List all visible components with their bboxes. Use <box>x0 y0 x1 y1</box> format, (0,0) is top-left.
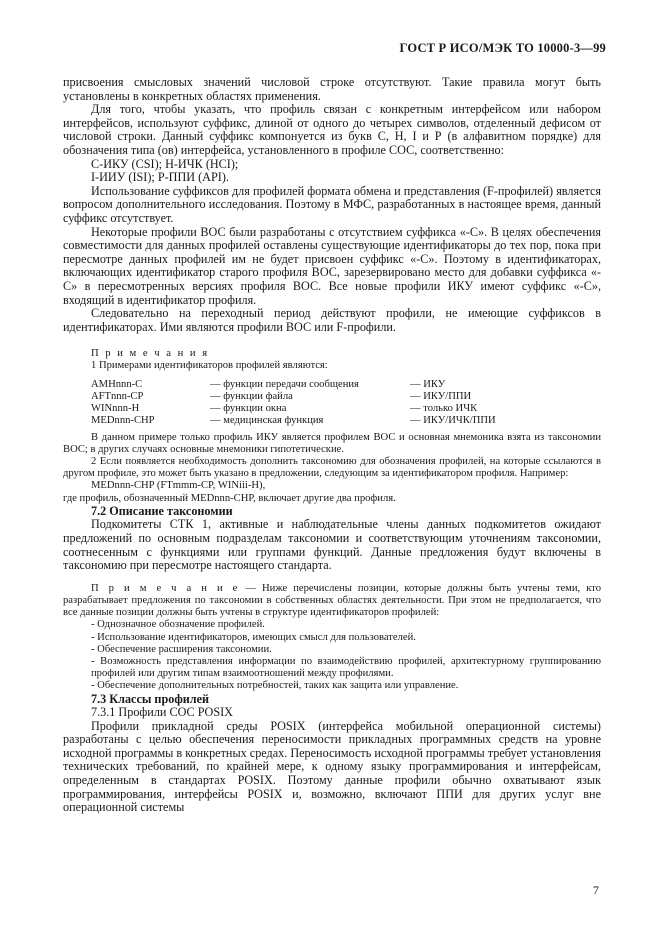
example-code: AFTnnn-CP <box>91 390 144 402</box>
example-code: MEDnnn-CHP <box>91 415 155 427</box>
notes-block <box>63 348 601 427</box>
positions-list <box>63 619 601 692</box>
example-interface-type: — ИКУ/ИЧК/ППИ <box>410 415 496 427</box>
list-item: - Использование идентификаторов, имеющих смысл для пользователей. <box>91 631 416 643</box>
example-interface-type: — только ИЧК <box>410 403 478 415</box>
note-1-intro: 1 Примерами идентификаторов профилей являются: <box>91 360 328 372</box>
example-code: WINnnn-H <box>91 403 140 415</box>
example-row <box>91 415 570 427</box>
list-item: - Однозначное обозначение профилей. <box>91 619 265 631</box>
example-row <box>91 403 570 415</box>
paragraph: Некоторые профили ВОС были разработаны с отсутствием суффикса «-С». В целях обеспечения совместимости для данных профилей оставлены существующие идентификаторы до тех пор, пока при пересмотре данных профилей им не будет присвоен суффикс «-С». Поэтому в идентификаторах, включающих идентификатор старого профиля ВОС, зарезервировано место для добавки суффикса «-С» в пересмотренных версиях профиля ВОС. Все новые профили ИКУ имеют суффикс «-С», входящий в идентификатор профиля. <box>63 224 601 307</box>
example-code: AMHnnn-C <box>91 378 143 390</box>
section-7-2-text: Подкомитеты СТК 1, активные и наблюдательные члены данных подкомитетов ожидают предложений по основным подразделам таксономии и соответствующим уточнениям таксономии, соотнесенным с функциями или группами функций. Данные предложения будут включены в таксономию при пересмотре настоящего стандарта. <box>63 517 601 573</box>
paragraph: Следовательно на переходный период действуют профили, не имеющие суффиксов в идентификаторах. Ими являются профили ВОС или F-профили. <box>63 306 601 334</box>
page-number: 7 <box>593 883 599 897</box>
paragraph: Использование суффиксов для профилей формата обмена и представления (F-профилей) является вопросом дополнительного исследования. Поэтому в МФС, разработанных в настоящее время, данный суффикс отсутствует. <box>63 183 601 225</box>
notes-title: П р и м е ч а н и я <box>91 348 210 360</box>
note-2-after: где профиль, обозначенный MEDnnn-CHP, включает другие два профиля. <box>63 492 396 504</box>
note-label: П р и м е ч а н и е <box>91 582 240 594</box>
list-item: - Обеспечение расширения таксономии. <box>91 643 272 655</box>
standard-header: ГОСТ Р ИСО/МЭК ТО 10000-3—99 <box>399 41 606 55</box>
profile-examples-table <box>91 379 570 428</box>
page-content <box>63 76 601 815</box>
example-description: — функции файла <box>210 390 293 402</box>
list-item: - Обеспечение дополнительных потребностей, таких как защита или управление. <box>91 680 459 692</box>
note-text: — Ниже перечислены позиции, которые должны быть учтены теми, кто разрабатывает предложения по таксономии в собственных областях деятельности. При этом не предполагается, что все данные позиции должны быть учтены в структуре идентификаторов профилей: <box>63 582 601 619</box>
section-7-3-1-text: Профили прикладной среды POSIX (интерфейса мобильной операционной системы) разработаны с целью обеспечения переносимости прикладных программных средств на уровне исходной программы в конкретных средах. Переносимость исходной программы требует установления технических требований, по крайней мере, к одному языку программирования и интерфейсам, определенным в стандартах POSIX. Поэтому данные профили обычно охватывают язык программирования, интерфейсы POSIX и, возможно, включают ППИ для других услуг вне операционной системы <box>63 718 601 815</box>
example-description: — функции окна <box>210 403 287 415</box>
section-7-3-heading: 7.3 Классы профилей <box>91 691 210 706</box>
note-2-example: MEDnnn-CHP (FTmmm-CP, WINiii-H), <box>91 480 266 492</box>
paragraph: присвоения смысловых значений числовой строке отсутствуют. Такие правила могут быть установлены в конкретных областях применения. <box>63 75 601 103</box>
suffix-codes-line: С-ИКУ (CSI); Н-ИЧК (HCI); <box>91 156 239 171</box>
example-description: — функции передачи сообщения <box>210 378 359 390</box>
section-7-2-heading: 7.2 Описание таксономии <box>91 503 233 518</box>
suffix-codes-line: I-ИИУ (ISI); Р-ППИ (API). <box>91 170 229 185</box>
example-row <box>91 391 570 403</box>
example-description: — медицинская функция <box>210 415 324 427</box>
list-item: - Возможность представления информации по взаимодействию профилей, архитектурному группированию профилей или другим типам взаимоотношений между профилями. <box>91 655 601 680</box>
note-2-text: 2 Если появляется необходимость дополнить таксономию для обозначения профилей, на которые ссылаются в другом профиле, это может быть указано в предложении, следующим за идентификатором профиля. Например: <box>63 455 601 480</box>
example-interface-type: — ИКУ <box>410 378 446 390</box>
section-7-2-note <box>63 583 601 620</box>
example-row <box>91 379 570 391</box>
note-1-text: В данном примере только профиль ИКУ является профилем ВОС и основная мнемоника взята из таксономии ВОС; в других случаях основные мнемоники гипотетические. <box>63 431 601 455</box>
paragraph: Для того, чтобы указать, что профиль связан с конкретным интерфейсом или набором интерфейсов, используют суффикс, длиной от одного до четырех символов, отделенный дефисом от числовой строки. Данный суффикс компонуется из букв С, Н, I и Р (в алфавитном порядке) для обозначения типа (ов) интерфейса, установленного в профиле СОС, соответственно: <box>63 102 601 157</box>
section-7-3-1-heading: 7.3.1 Профили СОС POSIX <box>91 705 233 720</box>
example-interface-type: — ИКУ/ППИ <box>410 390 472 402</box>
